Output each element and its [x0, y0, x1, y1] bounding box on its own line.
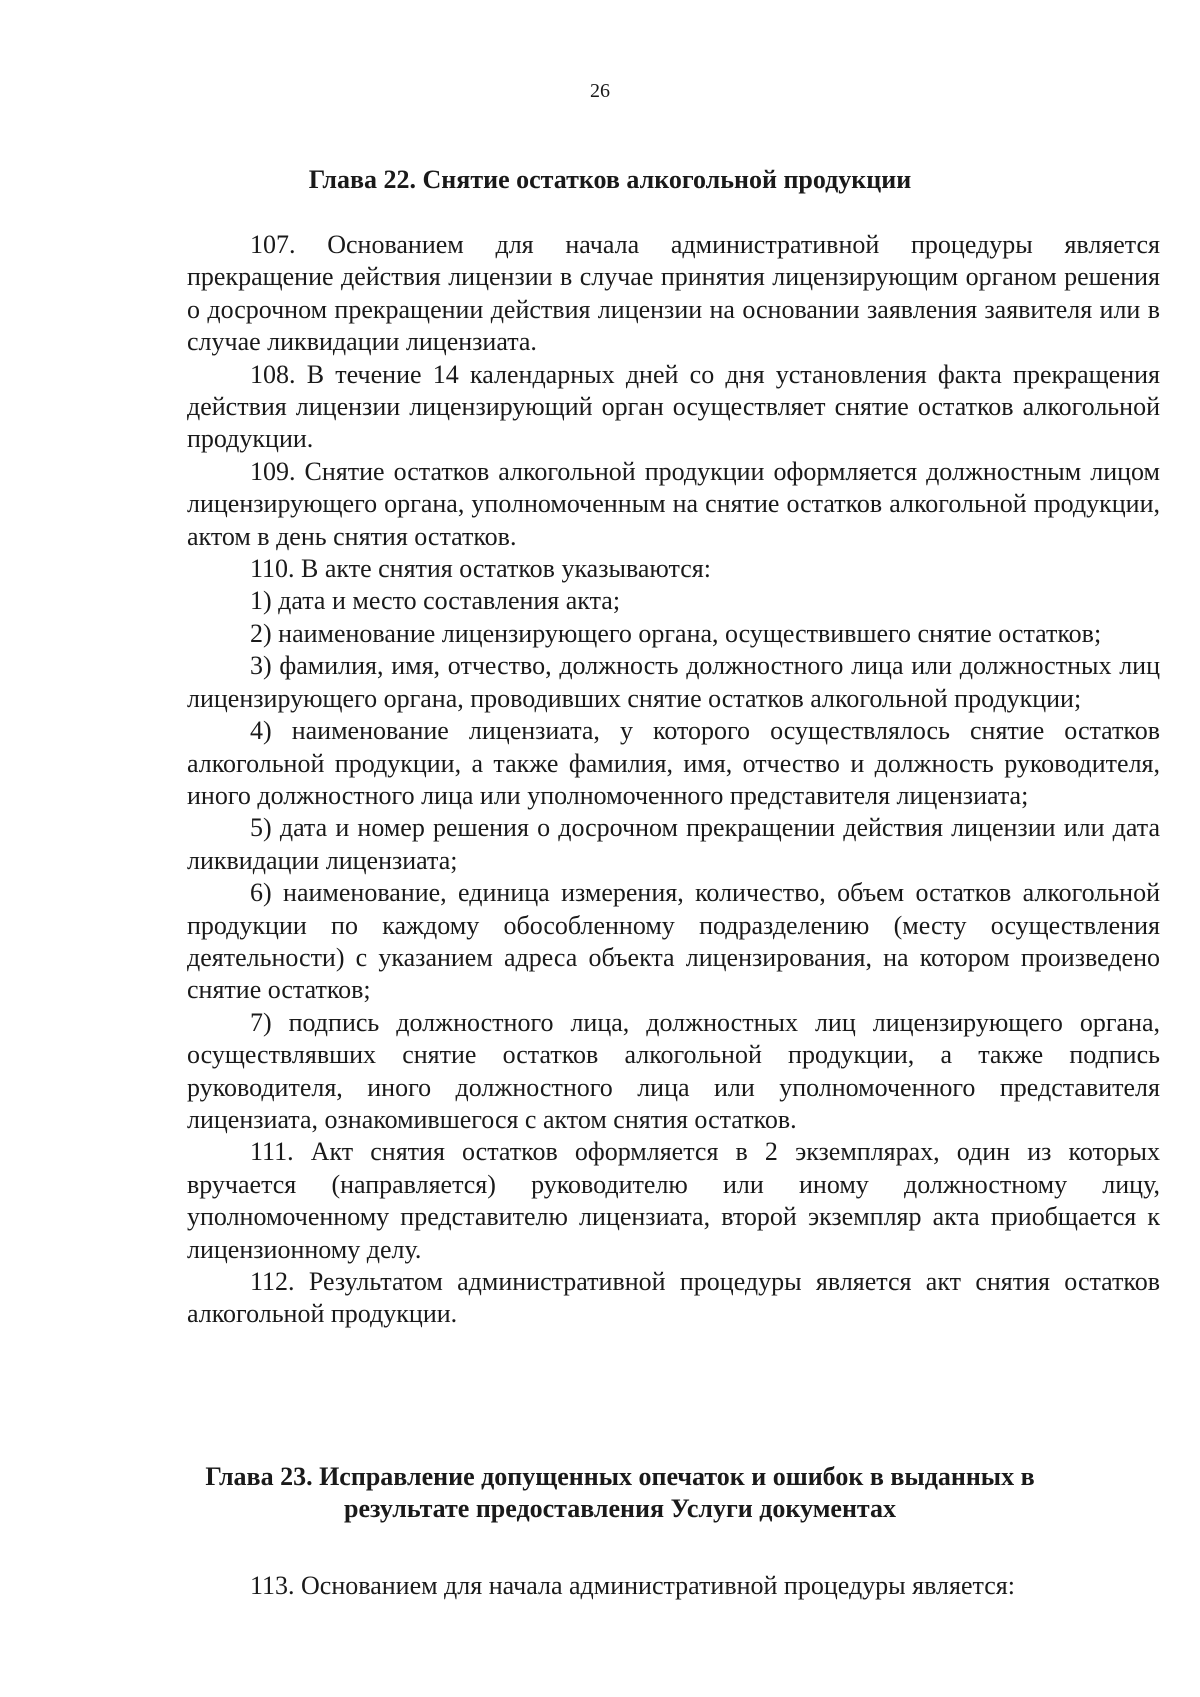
paragraph-113: 113. Основанием для начала административной процедуры является:: [250, 1571, 1015, 1600]
list-item-6: 6) наименование, единица измерения, количество, объем остатков алкогольной продукции по каждому обособленному подразделению (месту осуществления деятельности) с указанием адреса объекта лицензирования, на котором произведено снятие остатков;: [187, 878, 1160, 1005]
paragraph-107: 107. Основанием для начала административной процедуры является прекращение действия лицензии в случае принятия лицензирующим органом решения о досрочном прекращении действия лицензии на основании заявления заявителя или в случае ликвидации лицензиата.: [187, 230, 1160, 357]
list-item-4: 4) наименование лицензиата, у которого осуществлялось снятие остатков алкогольной продукции, а также фамилия, имя, отчество и должность руководителя, иного должностного лица или уполномоченного представителя лицензиата;: [187, 716, 1160, 810]
chapter-23-heading: Глава 23. Исправление допущенных опечаток и ошибок в выданных в результате предоставления Услуги документах: [205, 1462, 1035, 1523]
list-item-3: 3) фамилия, имя, отчество, должность должностного лица или должностных лиц лицензирующего органа, проводивших снятие остатков алкогольной продукции;: [187, 651, 1160, 713]
chapter-22-heading: Глава 22. Снятие остатков алкогольной продукции: [308, 165, 912, 194]
paragraph-111: 111. Акт снятия остатков оформляется в 2 экземплярах, один из которых вручается (направляется) руководителю или иному должностному лицу, уполномоченному представителю лицензиата, второй экземпляр акта приобщается к лицензионному делу.: [187, 1137, 1160, 1264]
page-number: 26: [590, 80, 610, 102]
list-item-2: 2) наименование лицензирующего органа, осуществившего снятие остатков;: [250, 618, 1102, 648]
list-item-7: 7) подпись должностного лица, должностных лиц лицензирующего органа, осуществлявших снятие остатков алкогольной продукции, а также подпись руководителя, иного должностного лица или уполномоченного представителя лицензиата, ознакомившегося с актом снятия остатков.: [187, 1007, 1160, 1134]
list-item-5: 5) дата и номер решения о досрочном прекращении действия лицензии или дата ликвидации лицензиата;: [187, 813, 1160, 875]
paragraph-110: 110. В акте снятия остатков указываются:: [250, 554, 711, 584]
paragraph-108: 108. В течение 14 календарных дней со дня установления факта прекращения действия лицензии лицензирующий орган осуществляет снятие остатков алкогольной продукции.: [187, 359, 1160, 454]
paragraph-112: 112. Результатом административной процедуры является акт снятия остатков алкогольной продукции.: [187, 1267, 1160, 1329]
chapter-23-body: [187, 1570, 1160, 1602]
paragraph-109: 109. Снятие остатков алкогольной продукции оформляется должностным лицом лицензирующего органа, уполномоченным на снятие остатков алкогольной продукции, актом в день снятия остатков.: [187, 456, 1160, 551]
list-item-1: 1) дата и место составления акта;: [250, 586, 621, 616]
chapter-22-body: [187, 229, 1160, 1331]
